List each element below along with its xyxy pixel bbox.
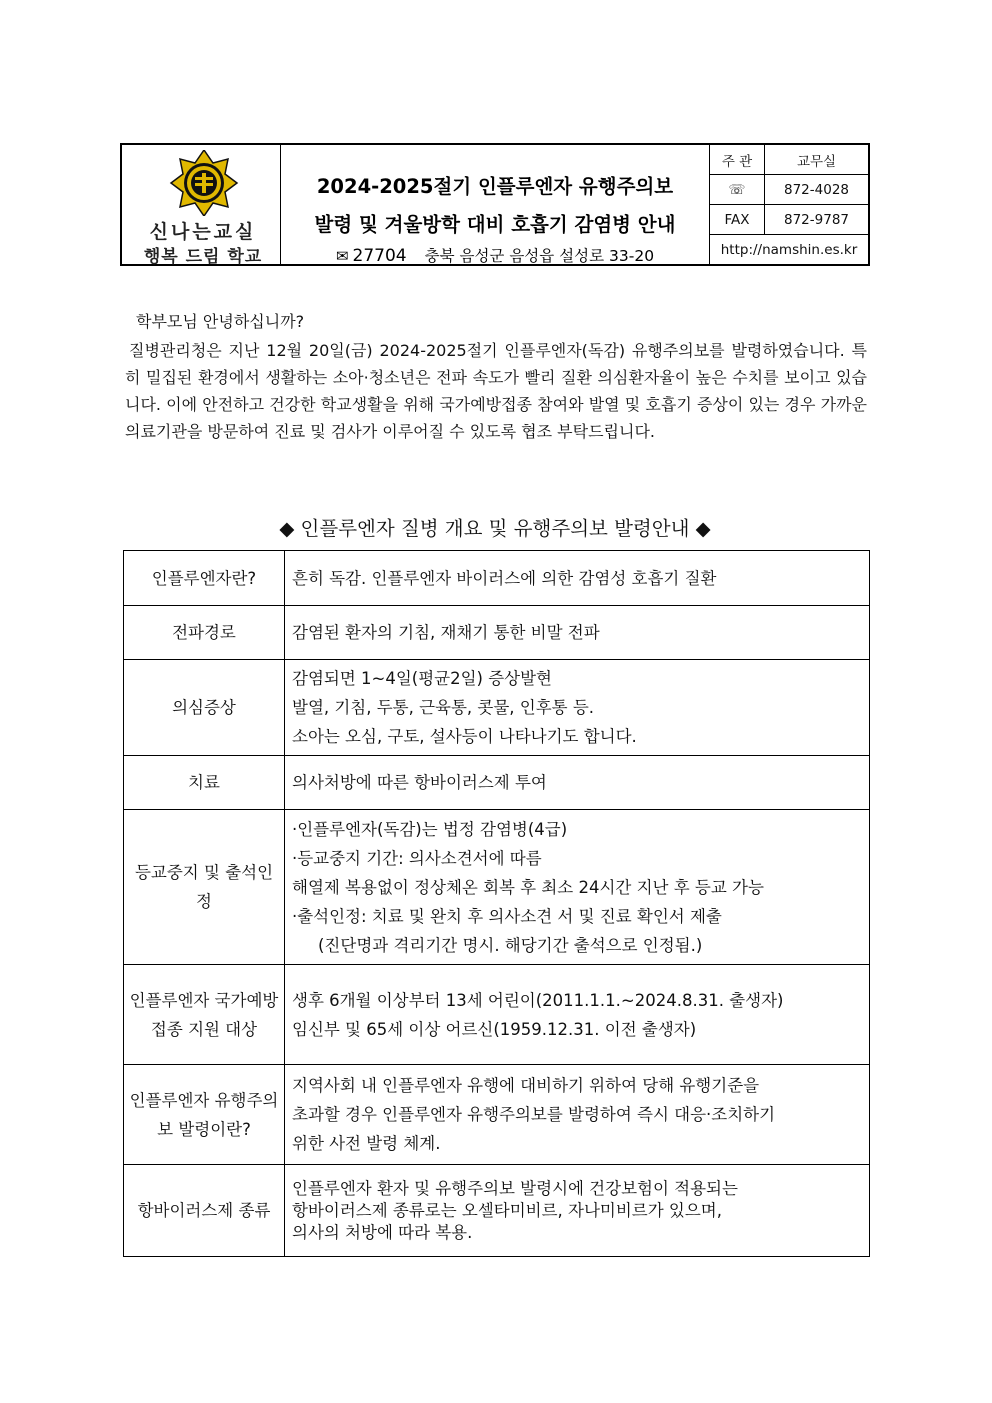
table-row <box>124 965 870 1065</box>
dept-label: 주 관 <box>710 145 765 174</box>
school-slogan-line1: 신나는교실 <box>149 221 257 243</box>
row-header-line: 인플루엔자란? <box>151 568 257 588</box>
table-row <box>124 1165 870 1257</box>
table-row <box>124 1065 870 1165</box>
content-line: 지역사회 내 인플루엔자 유행에 대비하기 위하여 당해 유행기준을 <box>292 1076 760 1095</box>
row-header-line: 치료 <box>188 773 220 792</box>
row-header-line: 인플루엔자 <box>129 1090 210 1110</box>
content-line: 해열제 복용없이 정상체온 회복 후 최소 24시간 지난 후 등교 가능 <box>292 877 764 897</box>
greeting: 학부모님 안녕하십니까? <box>136 312 305 331</box>
row-content <box>285 606 870 660</box>
postal-icon: ✉ <box>335 247 349 265</box>
row-header-line: 지원 대상 <box>188 1019 258 1039</box>
row-header-line: 발령이란? <box>178 1119 251 1139</box>
letterhead <box>120 143 870 266</box>
fax-row <box>710 205 868 235</box>
row-header-line: 종류 <box>238 1201 271 1220</box>
notice-title-line2: 발령 및 겨울방학 대비 호흡기 감염병 안내 <box>314 213 676 236</box>
dept-row <box>710 145 868 175</box>
website-row <box>710 235 868 264</box>
contact-info-cell <box>710 145 868 264</box>
row-header-line: 등교중지 <box>134 863 199 882</box>
website-link[interactable]: http://namshin.es.kr <box>720 241 858 258</box>
row-content <box>285 1165 870 1257</box>
intro-paragraph: 질병관리청은 지난 12월 20일(금) 2024-2025절기 인플루엔자(독감) 유행주의보를 발령하였습니다. 특히 밀집된 환경에서 생활하는 소아·청소년은 전파 속도가 빨리 질환 의심환자율이 높은 수치를 보이고 있습니다. 이에 안전하고 건강한 학교생활을 위해 국가예방접종 참여와 발열 및 호흡기 증상이 있는 경우 가까운 의료기관을 방문하여 진료 및 검사가 이루어질 수 있도록 협조 부탁드립니다. <box>125 341 867 441</box>
table-row <box>124 810 870 965</box>
content-line: 감염된 환자의 기침, 재채기 통한 비말 전파 <box>292 623 600 642</box>
notice-title-cell <box>281 145 710 264</box>
phone-row <box>710 175 868 205</box>
row-header <box>124 1065 285 1165</box>
dept-value: 교무실 <box>796 153 837 170</box>
school-logo-cell <box>122 145 281 267</box>
row-header-line: 출석인정 <box>196 863 274 911</box>
influenza-info-table <box>123 550 870 1257</box>
row-header <box>124 606 285 660</box>
content-line: ·인플루엔자(독감)는 법정 감염병(4급) <box>292 819 568 839</box>
table-row <box>124 660 870 756</box>
row-header <box>124 1165 285 1257</box>
row-header <box>124 965 285 1065</box>
row-header-line: 국가예방접종 <box>150 990 279 1039</box>
row-header <box>124 810 285 965</box>
content-line: ·등교중지 기간: 의사소견서에 따름 <box>292 848 542 868</box>
row-content <box>285 551 870 606</box>
row-header <box>124 551 285 606</box>
fax-label: FAX <box>710 205 765 234</box>
school-address <box>281 244 709 266</box>
content-line: 의사처방에 따른 항바이러스제 투여 <box>292 773 547 792</box>
phone-value: 872-4028 <box>784 181 849 198</box>
content-line: 의사의 처방에 따라 복용. <box>292 1222 473 1242</box>
school-slogan-line2: 행복 드림 학교 <box>143 247 263 267</box>
row-header-line: 유행주의보 <box>157 1090 279 1139</box>
row-content <box>285 810 870 965</box>
content-line: ·출석인정: 치료 및 완치 후 의사소견 서 및 진료 확인서 제출 <box>292 906 722 926</box>
content-line: 소아는 오심, 구토, 설사등이 나타나기도 합니다. <box>292 727 637 746</box>
postal-code: 27704 <box>352 246 407 266</box>
row-content <box>285 1065 870 1165</box>
school-emblem-icon <box>166 150 242 216</box>
fax-value: 872-9787 <box>784 211 849 228</box>
row-header-line: 의심증상 <box>172 698 236 717</box>
row-content <box>285 660 870 756</box>
section-title: ◆ 인플루엔자 질병 개요 및 유행주의보 발령안내 ◆ <box>279 517 711 540</box>
content-line: 항바이러스제 종류로는 오셀타미비르, 자나미비르가 있으며, <box>292 1200 722 1220</box>
table-row <box>124 606 870 660</box>
row-header-line: 및 <box>203 863 220 882</box>
content-line: 감염되면 1~4일(평균2일) 증상발현 <box>292 669 552 688</box>
row-header-line: 전파경로 <box>172 623 236 642</box>
content-line: 위한 사전 발령 체계. <box>292 1134 441 1153</box>
row-content <box>285 756 870 810</box>
content-line: 흔히 독감. 인플루엔자 바이러스에 의한 감염성 호흡기 질환 <box>292 568 717 588</box>
content-line: 생후 6개월 이상부터 13세 어린이(2011.1.1.~2024.8.31. 출생자) <box>292 990 784 1010</box>
row-content <box>285 965 870 1065</box>
content-line: 인플루엔자 환자 및 유행주의보 발령시에 건강보험이 적용되는 <box>292 1178 738 1198</box>
row-header <box>124 660 285 756</box>
row-header <box>124 756 285 810</box>
content-line: (진단명과 격리기간 명시. 해당기간 출석으로 인정됨.) <box>318 935 703 955</box>
row-header-line: 항바이러스제 <box>137 1201 234 1220</box>
notice-title-line1: 2024-2025절기 인플루엔자 유행주의보 <box>316 175 674 198</box>
content-line: 발열, 기침, 두통, 근육통, 콧물, 인후통 등. <box>292 698 595 717</box>
table-row <box>124 551 870 606</box>
row-header-line: 인플루엔자 <box>129 990 210 1010</box>
address-text: 충북 음성군 음성읍 설성로 33-20 <box>424 247 655 265</box>
content-line: 임신부 및 65세 이상 어르신(1959.12.31. 이전 출생자) <box>292 1019 697 1039</box>
phone-icon: ☏ <box>710 175 765 204</box>
table-row <box>124 756 870 810</box>
content-line: 초과할 경우 인플루엔자 유행주의보를 발령하여 즉시 대응·조치하기 <box>292 1105 776 1124</box>
